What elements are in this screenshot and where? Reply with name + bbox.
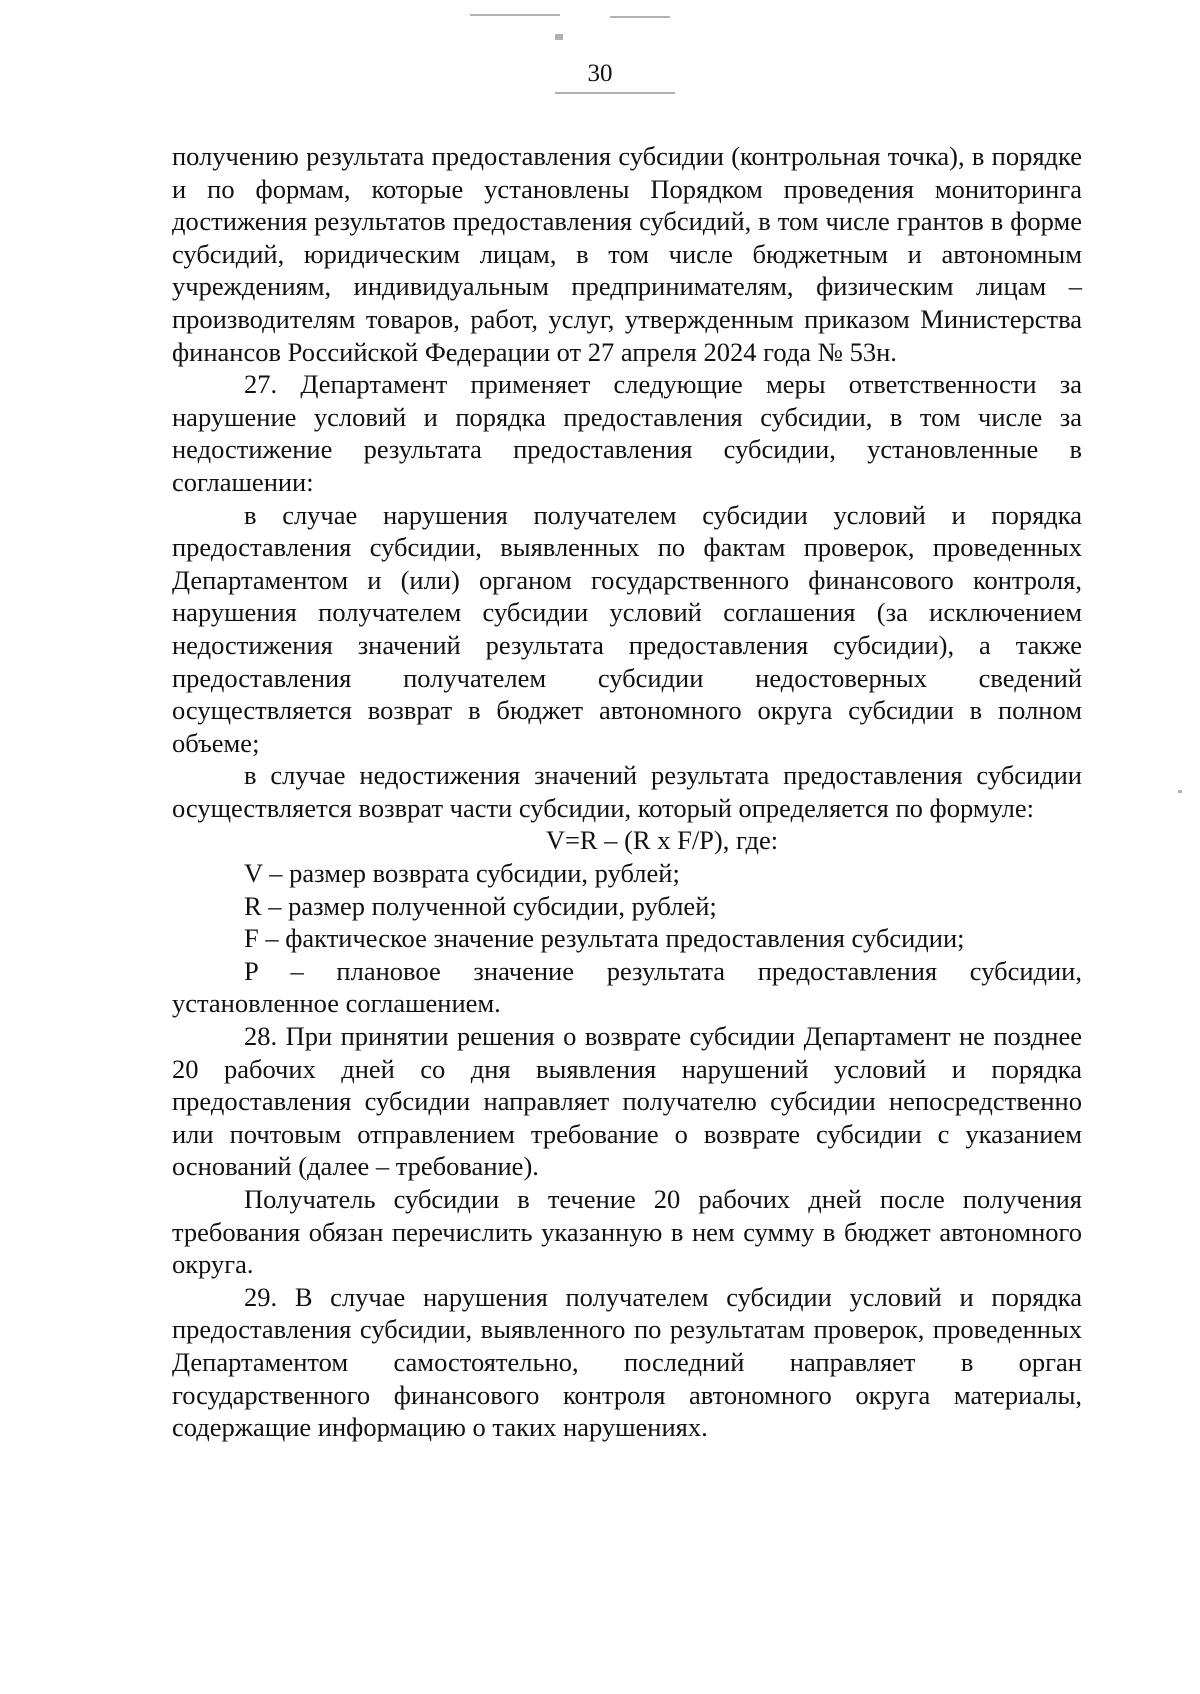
paragraph-partial-return: в случае недостижения значений результата предоставления субсидии осуществляется возврат части субсидии, который определяется по формуле: (172, 760, 1082, 823)
scan-artifact (1178, 790, 1182, 793)
document-body (172, 140, 1082, 1444)
paragraph-full-return: в случае нарушения получателем субсидии условий и порядка предоставления субсидии, выявленных по фактам проверок, проведенных Департаментом и (или) органом государственного финансового контроля, нарушения получателем субсидии условий соглашения (за исключением недостижения значений результата предоставления субсидии), а также предоставления получателем субсидии недостоверных сведений осуществляется возврат в бюджет автономного округа субсидии в полном объеме; (172, 499, 1082, 758)
return-formula: V=R – (R x F/P), где: (545, 825, 779, 856)
definition-r: R – размер полученной субсидии, рублей; (244, 890, 717, 921)
scan-artifact (555, 34, 563, 40)
paragraph-continuation: получению результата предоставления субсидии (контрольная точка), в порядке и по формам, которые установлены Порядком проведения мониторинга достижения результатов предоставления субсидий, в том числе грантов в форме субсидий, юридическим лицам, в том числе бюджетным и автономным учреждениям, индивидуальным предпринимателям, физическим лицам – производителям товаров, работ, услуг, утвержденным приказом Министерства финансов Российской Федерации от 27 апреля 2024 года № 53н. (172, 141, 1082, 367)
definition-p: P – плановое значение результата предоставления субсидии, установленное соглашением. (172, 955, 1082, 1019)
definition-v: V – размер возврата субсидии, рублей; (244, 858, 680, 889)
paragraph-28: 28. При принятии решения о возврате субсидии Департамент не позднее 20 рабочих дней со дня выявления нарушений условий и порядка предоставления субсидии направляет получателю субсидии непосредственно или почтовым отправлением требование о возврате субсидии с указанием оснований (далее – требование). (172, 1021, 1082, 1182)
page-number: 30 (587, 60, 613, 87)
scan-artifact (470, 14, 560, 16)
paragraph-recipient-obligation: Получатель субсидии в течение 20 рабочих дней после получения требования обязан перечислить указанную в нем сумму в бюджет автономного округа. (172, 1184, 1082, 1280)
scan-artifact (610, 16, 670, 18)
paragraph-27: 27. Департамент применяет следующие меры ответственности за нарушение условий и порядка предоставления субсидии, в том числе за недостижение результата предоставления субсидии, установленные в соглашении: (172, 369, 1082, 497)
scan-artifact (555, 92, 675, 94)
paragraph-29: 29. В случае нарушения получателем субсидии условий и порядка предоставления субсидии, выявленного по результатам проверок, проведенных Департаментом самостоятельно, последний направляет в орган государственного финансового контроля автономного округа материалы, содержащие информацию о таких нарушениях. (172, 1281, 1082, 1443)
definition-f: F – фактическое значение результата предоставления субсидии; (244, 923, 965, 954)
